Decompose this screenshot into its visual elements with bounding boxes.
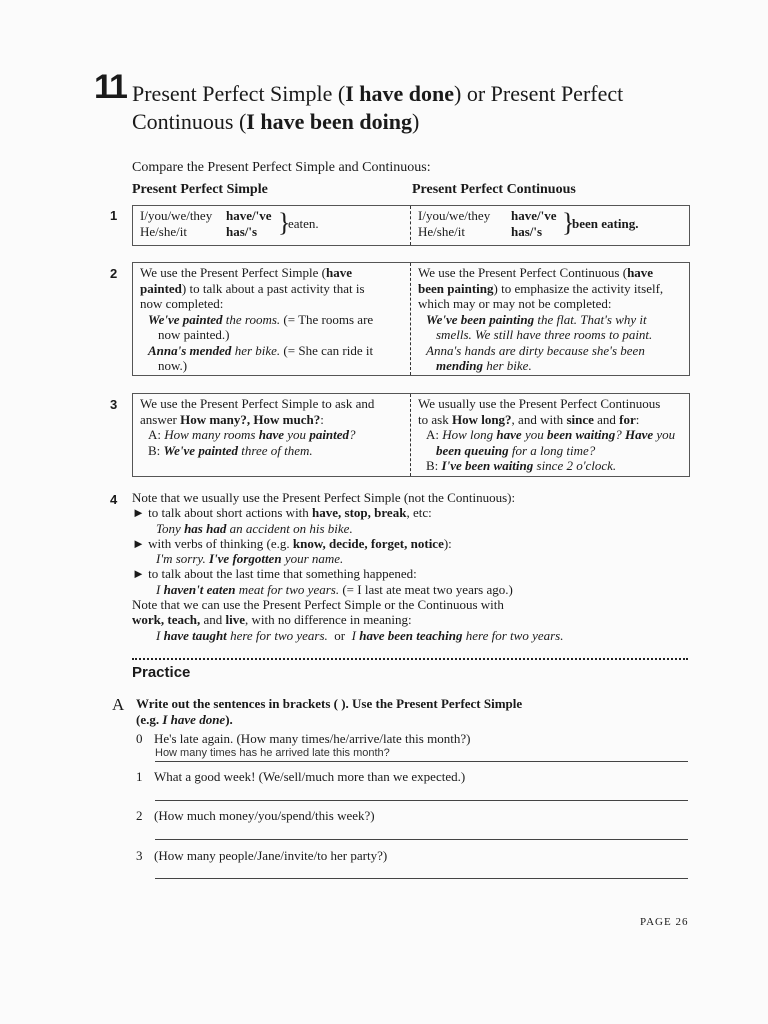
column-divider (410, 394, 411, 476)
answer-line-0[interactable]: How many times has he arrived late this month? (155, 747, 688, 762)
brace-icon: } (562, 208, 575, 237)
page-title: Present Perfect Simple (I have done) or Present Perfect Continuous (I have been doing) (132, 81, 624, 134)
section-3-number: 3 (110, 397, 118, 412)
question-2: 2 (How much money/you/spend/this week?) (136, 808, 375, 823)
intro-text: Compare the Present Perfect Simple and Continuous: (132, 160, 431, 175)
column-divider (410, 263, 411, 375)
exercise-letter: A (112, 695, 125, 714)
answer-line-1[interactable] (155, 786, 688, 801)
question-3: 3 (How many people/Jane/invite/to her party?) (136, 848, 388, 863)
exercise-instructions: Write out the sentences in brackets ( ). Use the Present Perfect Simple (e.g. I have done). (136, 696, 523, 727)
section-2-number: 2 (110, 266, 118, 281)
answer-line-2[interactable] (155, 825, 688, 840)
unit-number: 11 (94, 68, 126, 106)
brace-icon: } (278, 208, 291, 237)
section-1-continuous-forms: I/you/we/they have/'ve He/she/it has/'s } been eating. (418, 208, 639, 239)
section-3-simple-text: We use the Present Perfect Simple to ask and answer How many?, How much?: A: How many rooms have you painted? B: We've painted three of them. (140, 396, 375, 458)
section-1-number: 1 (110, 208, 118, 223)
section-2-box (132, 262, 690, 376)
section-2-simple-text: We use the Present Perfect Simple (have painted) to talk about a past activity that is now completed: We've painted the rooms. (= The rooms are now painted.) Anna's mended her bike. (= She can ride it now.) (140, 265, 374, 373)
column-header-continuous: Present Perfect Continuous (412, 182, 576, 197)
section-1-simple-forms: I/you/we/they have/'ve He/she/it has/'s } eaten. (140, 208, 319, 239)
section-4-number: 4 (110, 492, 118, 507)
section-3-box (132, 393, 690, 477)
bullet-arrow-icon: ► (132, 566, 149, 582)
column-divider (410, 206, 411, 245)
section-3-continuous-text: We usually use the Present Perfect Continuous to ask How long?, and with since and for: A: How long have you been waiting? Have you been queuing for a long time? B: I've been waiting since 2 o'clock. (418, 396, 676, 473)
column-header-simple: Present Perfect Simple (132, 182, 268, 197)
section-2-continuous-text: We use the Present Perfect Continuous (have been painting) to emphasize the activity itself, which may or may not be completed: We've been painting the flat. That's why it smells. We still have three rooms to paint. Anna's hands are dirty because she's been mending her bike. (418, 265, 664, 373)
page-number: PAGE 26 (640, 916, 689, 928)
section-1-box (132, 205, 690, 246)
answer-line-3[interactable] (155, 864, 688, 879)
question-0: 0 He's late again. (How many times/he/arrive/late this month?) (136, 731, 471, 746)
practice-heading: Practice (132, 664, 191, 681)
bullet-arrow-icon: ► (132, 535, 149, 551)
bullet-arrow-icon: ► (132, 505, 149, 521)
section-4-notes: Note that we usually use the Present Perfect Simple (not the Continuous): ► to talk about short actions with have, stop, break, etc: Tony has had an accident on his bike. ► with verbs of thinking (e.g. know, decide, forget, notice): I'm sorry. I've forgotten your name. ► to talk about the last time that something happened: I haven't eaten meat for two years. (= I last ate meat two years ago.) Note that we can use the Present Perfect Simple or the Continuous with work, teach, and live, with no difference in meaning: I have taught here for two years. or I have been teaching here for two years. (132, 490, 564, 643)
section-divider (132, 658, 688, 660)
question-1: 1 What a good week! (We/sell/much more than we expected.) (136, 769, 466, 784)
